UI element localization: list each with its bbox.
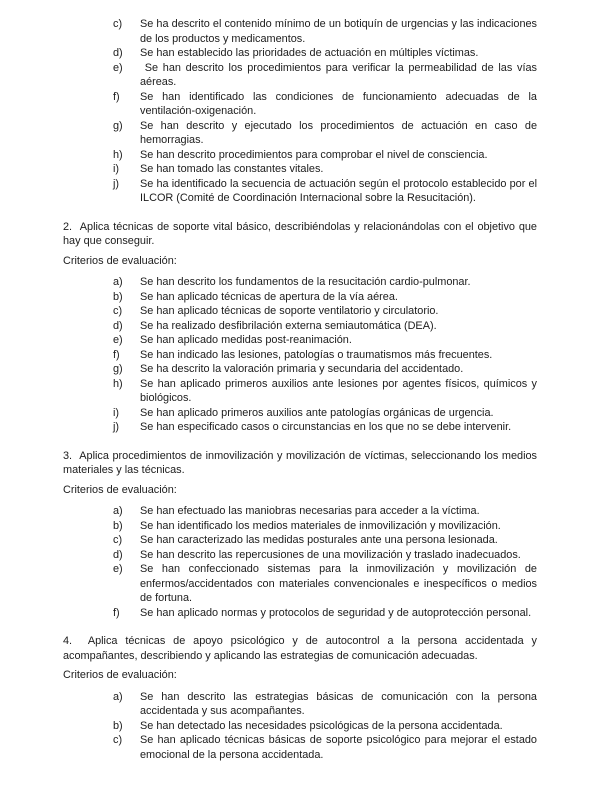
list-item-text: Se han tomado las constantes vitales. (140, 163, 324, 175)
list-item (63, 420, 537, 435)
list-item (63, 362, 537, 377)
list-item-text: Se han aplicado medidas post-reanimación. (140, 334, 352, 346)
list-item (63, 562, 537, 606)
list-item-marker: g) (113, 119, 123, 132)
criteria-list-4 (63, 690, 537, 763)
list-item-text: Se han aplicado primeros auxilios ante lesiones por agentes físicos, químicos y biológicos. (140, 377, 537, 404)
list-item-text: Se han descrito los fundamentos de la resucitación cardio-pulmonar. (140, 276, 471, 288)
criteria-heading-4: Criterios de evaluación: (63, 669, 177, 681)
list-item-marker: d) (113, 47, 123, 59)
list-item-text: Se han especificado casos o circunstancias en los que no se debe intervenir. (140, 421, 512, 433)
criteria-list-2 (63, 275, 537, 435)
list-item (63, 17, 537, 46)
list-item (63, 406, 537, 421)
list-item-marker: e) (113, 563, 123, 575)
list-item-text: Se ha identificado la secuencia de actuación según el protocolo establecido por el ILCOR (Comité de Coordinación Internacional sobre la Resucitación). (140, 177, 537, 204)
list-item-marker: f) (113, 90, 120, 103)
list-item-text: Se han efectuado las maniobras necesarias para acceder a la víctima. (140, 505, 480, 517)
criteria-heading-3: Criterios de evaluación: (63, 483, 177, 496)
list-item-text: Se han aplicado técnicas de apertura de la vía aérea. (140, 290, 398, 303)
list-item-text: Se han identificado los medios materiales de inmovilización y movilización. (140, 519, 501, 532)
list-item-marker: i) (113, 406, 120, 419)
list-item-marker: b) (113, 719, 123, 732)
list-item-marker: h) (113, 148, 123, 161)
list-item-text: Se han caracterizado las medidas posturales ante una persona lesionada. (140, 534, 498, 546)
document-body (63, 17, 537, 762)
list-item-marker: a) (113, 505, 123, 517)
learning-outcome-3: 3. Aplica procedimientos de inmovilización y movilización de víctimas, seleccionando los medios materiales y las técnicas. (63, 449, 537, 476)
list-item-text: Se han descrito los procedimientos para verificar la permeabilidad de las vías aéreas. (140, 61, 537, 88)
list-item (63, 504, 537, 519)
criteria-heading-2: Criterios de evaluación: (63, 254, 177, 267)
list-item-text: Se han aplicado normas y protocolos de seguridad y de autoprotección personal. (140, 606, 532, 619)
list-item-marker: e) (113, 334, 123, 346)
list-item (63, 304, 537, 319)
list-item (63, 519, 537, 534)
list-item-marker: h) (113, 377, 123, 390)
list-item (63, 733, 537, 762)
list-item-text: Se han aplicado técnicas básicas de soporte psicológico para mejorar el estado emocional de la persona accidentada. (140, 734, 537, 761)
list-item-text: Se han descrito y ejecutado los procedimientos de actuación en caso de hemorragias. (140, 119, 537, 146)
list-item-marker: b) (113, 290, 123, 303)
list-item-marker: j) (113, 177, 120, 190)
learning-outcome-4: 4. Aplica técnicas de apoyo psicológico y de autocontrol a la persona accidentada y acompañantes, describiendo y aplicando las estrategias de comunicación adecuadas. (63, 635, 537, 662)
list-item (63, 162, 537, 177)
list-item (63, 46, 537, 61)
list-item (63, 377, 537, 406)
list-item-text: Se han confeccionado sistemas para la inmovilización y movilización de enfermos/accidentados con materiales convencionales e inespecíficos o medios de fortuna. (140, 563, 537, 604)
list-item-marker: j) (113, 421, 120, 433)
list-item-text: Se han indicado las lesiones, patologías o traumatismos más frecuentes. (140, 348, 493, 361)
list-item-marker: i) (113, 163, 120, 175)
list-item-marker: f) (113, 606, 120, 619)
list-item (63, 548, 537, 563)
list-item-text: Se han aplicado primeros auxilios ante patologías orgánicas de urgencia. (140, 406, 494, 419)
list-item (63, 119, 537, 148)
list-item-marker: e) (113, 61, 123, 74)
list-item (63, 719, 537, 734)
list-item (63, 606, 537, 621)
learning-outcome-2: 2. Aplica técnicas de soporte vital básico, describiéndolas y relacionándolas con el objetivo que hay que conseguir. (63, 220, 537, 247)
list-item (63, 533, 537, 548)
list-item-marker: a) (113, 690, 123, 703)
list-item (63, 90, 537, 119)
list-item-marker: c) (113, 18, 123, 30)
list-item-marker: f) (113, 348, 120, 361)
list-item (63, 348, 537, 363)
list-item-text: Se han identificado las condiciones de funcionamiento adecuadas de la ventilación-oxigenación. (140, 90, 537, 117)
list-item (63, 61, 537, 90)
list-item-text: Se han detectado las necesidades psicológicas de la persona accidentada. (140, 719, 503, 732)
criteria-list-1 (63, 17, 537, 206)
list-item-marker: b) (113, 519, 123, 532)
list-item-marker: c) (113, 734, 123, 746)
list-item (63, 319, 537, 334)
list-item (63, 177, 537, 206)
list-item-text: Se ha descrito el contenido mínimo de un botiquín de urgencias y las indicaciones de los productos y medicamentos. (140, 18, 537, 45)
list-item-text: Se han descrito las repercusiones de una movilización y traslado inadecuados. (140, 548, 521, 561)
list-item-text: Se han descrito las estrategias básicas de comunicación con la persona accidentada y sus acompañantes. (140, 690, 537, 717)
list-item-text: Se han establecido las prioridades de actuación en múltiples víctimas. (140, 47, 479, 59)
list-item (63, 333, 537, 348)
list-item-marker: d) (113, 319, 123, 332)
list-item-text: Se han descrito procedimientos para comprobar el nivel de consciencia. (140, 148, 488, 161)
list-item-marker: a) (113, 276, 123, 288)
list-item-text: Se ha descrito la valoración primaria y secundaria del accidentado. (140, 363, 464, 375)
list-item-text: Se han aplicado técnicas de soporte ventilatorio y circulatorio. (140, 305, 439, 317)
list-item-marker: c) (113, 534, 123, 546)
list-item-marker: g) (113, 363, 123, 375)
list-item-text: Se ha realizado desfibrilación externa semiautomática (DEA). (140, 319, 437, 332)
list-item-marker: d) (113, 548, 123, 561)
list-item (63, 148, 537, 163)
list-item (63, 690, 537, 719)
list-item (63, 275, 537, 290)
criteria-list-3 (63, 504, 537, 620)
list-item (63, 290, 537, 305)
list-item-marker: c) (113, 305, 123, 317)
